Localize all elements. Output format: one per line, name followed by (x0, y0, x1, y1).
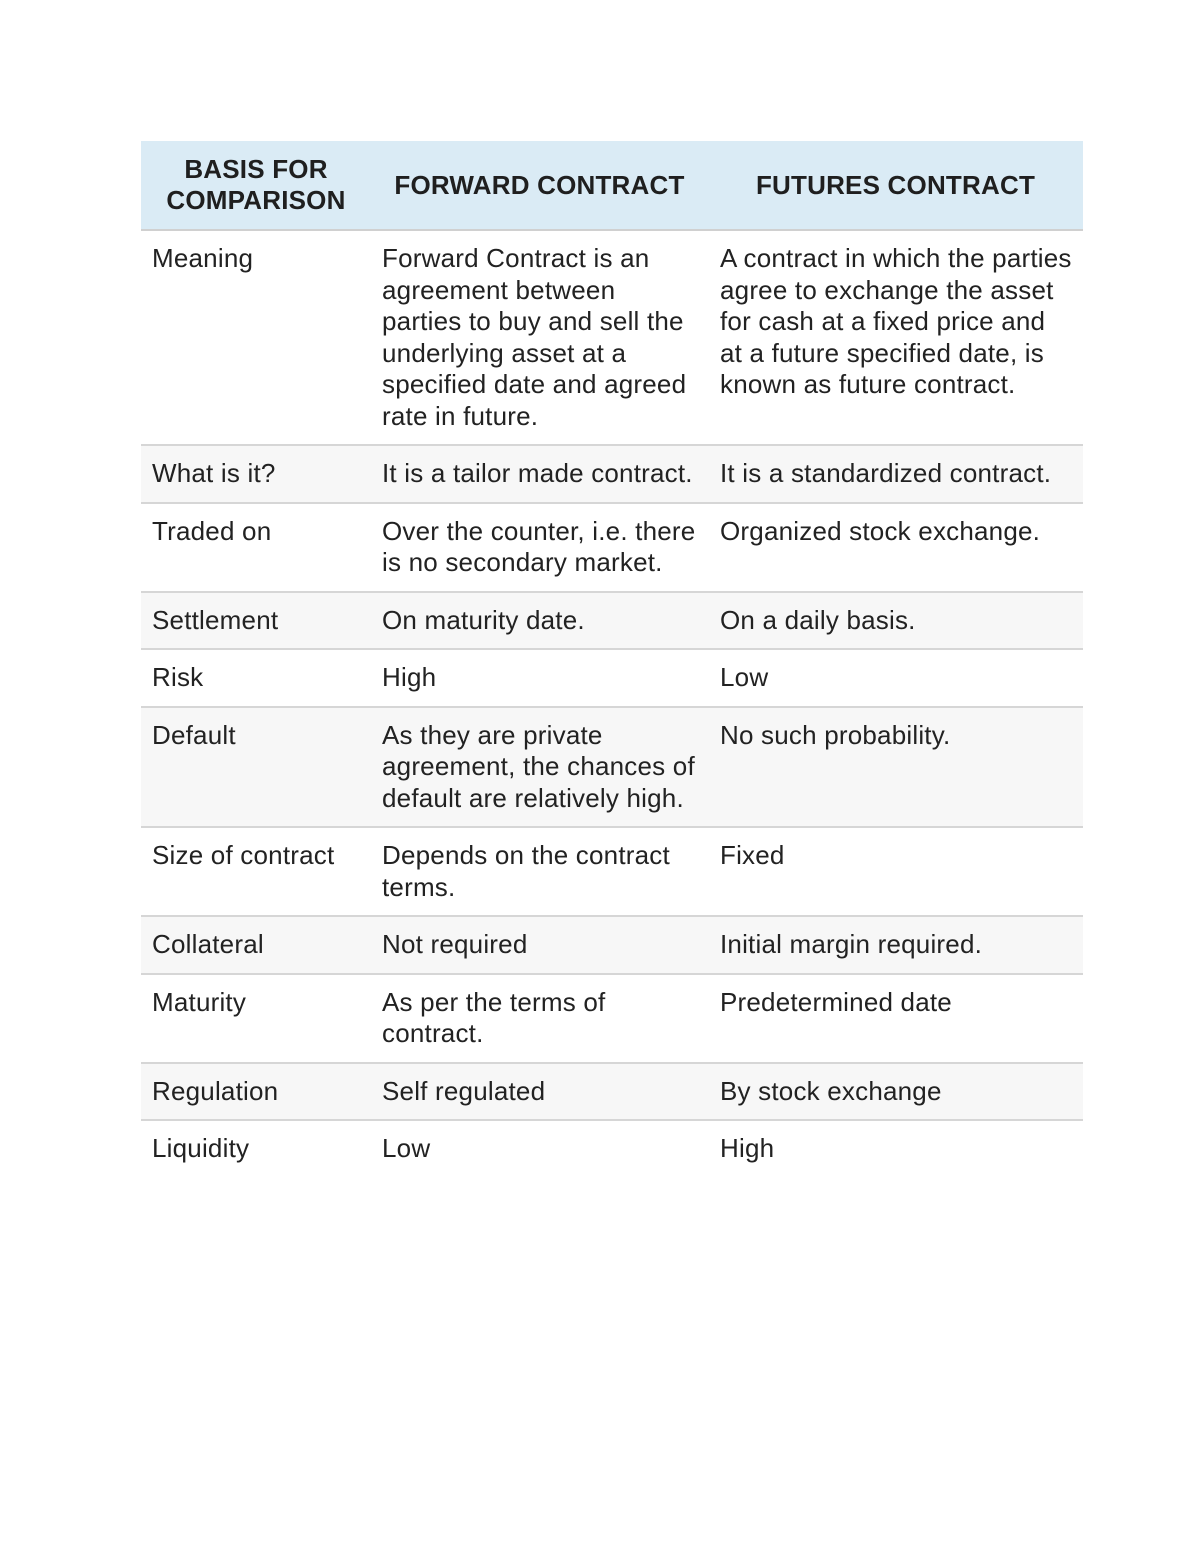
table-row (141, 230, 1083, 445)
table-row (141, 827, 1083, 916)
futures-cell: A contract in which the parties agree to exchange the asset for cash at a fixed price and at a future specified date, is known as future contract. (708, 230, 1083, 445)
futures-cell: Predetermined date (708, 974, 1083, 1063)
futures-cell: Organized stock exchange. (708, 503, 1083, 592)
forward-cell: Self regulated (371, 1063, 708, 1121)
futures-cell: On a daily basis. (708, 592, 1083, 650)
table-row (141, 503, 1083, 592)
table-header (141, 141, 1083, 230)
header-basis: BASIS FOR COMPARISON (141, 141, 371, 230)
forward-cell: Depends on the contract terms. (371, 827, 708, 916)
forward-cell: Forward Contract is an agreement between parties to buy and sell the underlying asset at a specified date and agreed rate in future. (371, 230, 708, 445)
table-row (141, 707, 1083, 828)
forward-cell: On maturity date. (371, 592, 708, 650)
row-label: What is it? (141, 445, 371, 503)
table-row (141, 974, 1083, 1063)
table-row (141, 649, 1083, 707)
futures-cell: By stock exchange (708, 1063, 1083, 1121)
row-label: Collateral (141, 916, 371, 974)
row-label: Risk (141, 649, 371, 707)
header-row (141, 141, 1083, 230)
row-label: Traded on (141, 503, 371, 592)
forward-cell: Over the counter, i.e. there is no secondary market. (371, 503, 708, 592)
row-label: Maturity (141, 974, 371, 1063)
row-label: Default (141, 707, 371, 828)
futures-cell: High (708, 1120, 1083, 1177)
row-label: Meaning (141, 230, 371, 445)
futures-cell: It is a standardized contract. (708, 445, 1083, 503)
row-label: Liquidity (141, 1120, 371, 1177)
forward-cell: It is a tailor made contract. (371, 445, 708, 503)
forward-cell: As per the terms of contract. (371, 974, 708, 1063)
futures-cell: No such probability. (708, 707, 1083, 828)
forward-cell: As they are private agreement, the chances of default are relatively high. (371, 707, 708, 828)
table-row (141, 1120, 1083, 1177)
table-body (141, 230, 1083, 1177)
row-label: Regulation (141, 1063, 371, 1121)
header-futures: FUTURES CONTRACT (708, 141, 1083, 230)
forward-cell: Not required (371, 916, 708, 974)
futures-cell: Fixed (708, 827, 1083, 916)
table-row (141, 592, 1083, 650)
table-row (141, 916, 1083, 974)
forward-cell: High (371, 649, 708, 707)
row-label: Size of contract (141, 827, 371, 916)
row-label: Settlement (141, 592, 371, 650)
forward-cell: Low (371, 1120, 708, 1177)
comparison-table (141, 141, 1083, 1177)
header-forward: FORWARD CONTRACT (371, 141, 708, 230)
futures-cell: Initial margin required. (708, 916, 1083, 974)
futures-cell: Low (708, 649, 1083, 707)
table-row (141, 445, 1083, 503)
table-row (141, 1063, 1083, 1121)
